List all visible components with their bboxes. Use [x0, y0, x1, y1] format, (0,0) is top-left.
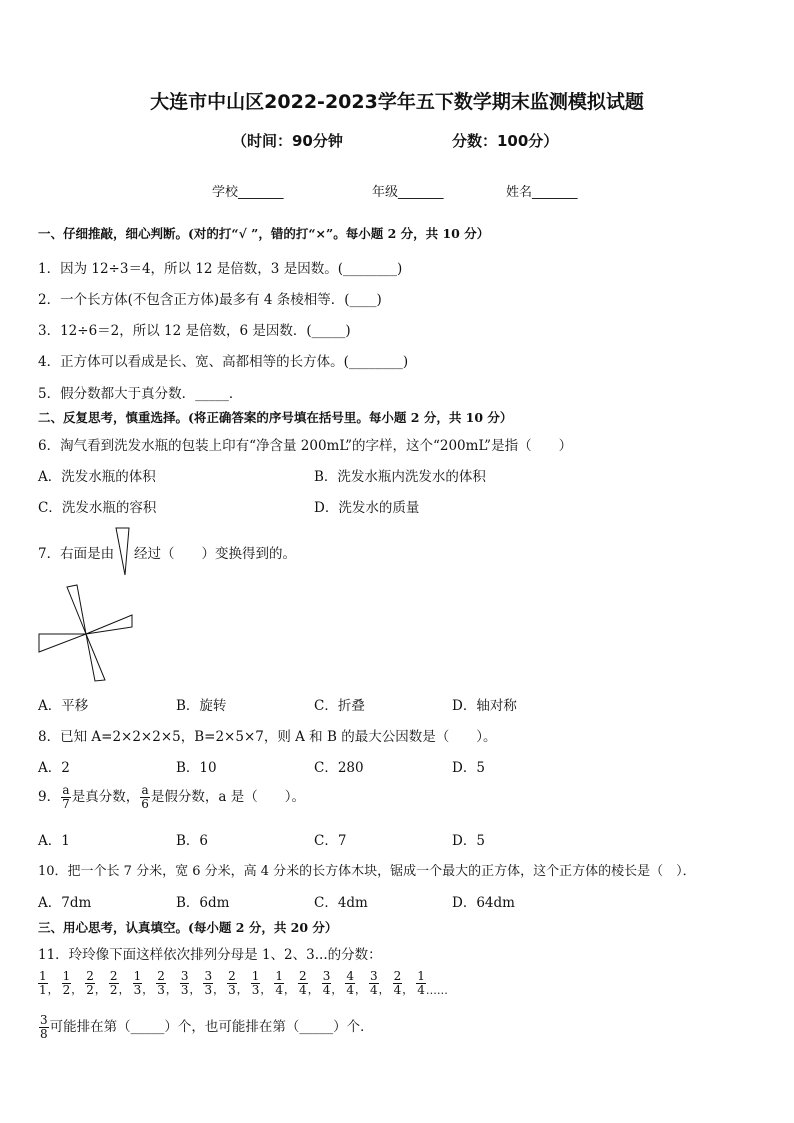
- exam-score: 分数：100分）: [452, 132, 559, 150]
- question-3: 3．12÷6＝2，所以 12 是倍数，6 是因数．(_____): [38, 323, 351, 339]
- sequence-comma: ，: [236, 983, 248, 996]
- q10-option-b[interactable]: B．6dm: [176, 895, 230, 911]
- pinwheel-figure: [36, 584, 136, 682]
- sequence-fraction: $\frac{1}{3}$: [251, 969, 260, 997]
- sequence-comma: ，: [307, 983, 319, 996]
- q9-option-a[interactable]: A．1: [38, 833, 70, 849]
- question-4: 4．正方体可以看成是长、宽、高都相等的长方体。(________): [38, 354, 409, 370]
- sequence-comma: ，: [402, 983, 414, 996]
- q11-tail: 可能排在第（_____）个，也可能排在第（_____）个．: [49, 1019, 374, 1035]
- page-title: 大连市中山区2022-2023学年五下数学期末监测模拟试题: [150, 91, 644, 113]
- question-7-suffix: 经过（ ）变换得到的。: [134, 546, 296, 562]
- sequence-ellipsis: ……: [425, 984, 448, 997]
- sequence-comma: ，: [142, 983, 154, 996]
- sequence-comma: ，: [47, 983, 59, 996]
- question-8: 8．已知 A=2×2×2×5，B=2×5×7，则 A 和 B 的最大公因数是（ ）。: [38, 729, 497, 745]
- q9-option-d[interactable]: D．5: [452, 833, 485, 849]
- sequence-comma: ，: [378, 983, 390, 996]
- sequence-fraction: $\frac{1}{4}$: [417, 969, 425, 997]
- grade-field[interactable]: 年级_______: [372, 185, 444, 200]
- q9-fraction-1: $\frac{a}{7}$: [62, 783, 70, 811]
- section-3-heading: 三、用心思考，认真填空。(每小题 2 分，共 20 分）: [38, 920, 338, 935]
- q8-option-c[interactable]: C．280: [314, 760, 364, 776]
- sequence-comma: ，: [354, 983, 366, 996]
- q7-option-c[interactable]: C．折叠: [314, 698, 365, 714]
- q6-option-b[interactable]: B．洗发水瓶内洗发水的体积: [314, 469, 486, 485]
- sequence-comma: ，: [284, 983, 296, 996]
- school-field[interactable]: 学校_______: [212, 185, 284, 200]
- name-field[interactable]: 姓名_______: [506, 185, 578, 200]
- sequence-fraction: $\frac{3}{4}$: [322, 969, 331, 997]
- question-5: 5．假分数都大于真分数．_____．: [38, 386, 243, 402]
- question-2: 2．一个长方体(不包含正方体)最多有 4 条棱相等．(____): [38, 292, 382, 308]
- sequence-comma: ，: [71, 983, 83, 996]
- triangle-figure: [115, 527, 131, 577]
- sequence-fraction: $\frac{3}{3}$: [204, 969, 213, 997]
- sequence-fraction: $\frac{2}{2}$: [86, 969, 94, 997]
- sequence-fraction: $\frac{2}{2}$: [109, 969, 118, 997]
- q9-tail: 是假分数，a 是（ ）。: [150, 789, 305, 805]
- question-10: 10．把一个长 7 分米，宽 6 分米，高 4 分米的长方体木块，锯成一个最大的正方体，这个正方体的棱长是（ ）．: [38, 864, 696, 879]
- question-6: 6．淘气看到洗发水瓶的包装上印有“净含量 200mL”的字样，这个“200mL”是指（ ）: [38, 438, 573, 454]
- q9-option-b[interactable]: B．6: [176, 833, 209, 849]
- fraction-sequence: [38, 970, 451, 997]
- sequence-fraction: $\frac{4}{4}$: [346, 969, 354, 997]
- sequence-comma: ，: [165, 983, 177, 996]
- question-9: [38, 784, 305, 811]
- q6-option-d[interactable]: D．洗发水的质量: [314, 500, 420, 516]
- section-1-heading: 一、仔细推敲，细心判断。(对的打“√ ”，错的打“×”。每小题 2 分，共 10 分）: [38, 226, 490, 241]
- exam-time: （时间：90分钟: [232, 132, 343, 150]
- q8-option-d[interactable]: D．5: [452, 760, 485, 776]
- sequence-fraction: $\frac{2}{3}$: [228, 969, 236, 997]
- q9-number: 9．: [38, 789, 61, 805]
- sequence-comma: ，: [118, 983, 130, 996]
- q8-option-a[interactable]: A．2: [38, 760, 70, 776]
- question-7-prefix: 7．右面是由: [38, 546, 115, 562]
- sequence-fraction: $\frac{1}{2}$: [62, 969, 71, 997]
- sequence-fraction: $\frac{1}{1}$: [39, 969, 47, 997]
- q9-option-c[interactable]: C．7: [314, 833, 347, 849]
- q11-fraction: $\frac{3}{8}$: [40, 1013, 48, 1041]
- q6-option-a[interactable]: A．洗发水瓶的体积: [38, 469, 156, 485]
- question-11-blank: [38, 1014, 374, 1041]
- sequence-fraction: $\frac{3}{4}$: [369, 969, 378, 997]
- sequence-comma: ，: [189, 983, 201, 996]
- sequence-fraction: $\frac{2}{3}$: [157, 969, 165, 997]
- sequence-fraction: $\frac{1}{4}$: [275, 969, 284, 997]
- q10-option-c[interactable]: C．4dm: [314, 895, 368, 911]
- q7-option-d[interactable]: D．轴对称: [452, 698, 517, 714]
- sequence-comma: ，: [94, 983, 106, 996]
- q9-fraction-2: $\frac{a}{6}$: [141, 783, 149, 811]
- sequence-fraction: $\frac{1}{3}$: [133, 969, 142, 997]
- q8-option-b[interactable]: B．10: [176, 760, 217, 776]
- q9-mid: 是真分数，: [71, 789, 140, 805]
- sequence-fraction: $\frac{3}{3}$: [180, 969, 189, 997]
- sequence-fraction: $\frac{2}{4}$: [299, 969, 307, 997]
- sequence-comma: ，: [213, 983, 225, 996]
- sequence-comma: ，: [331, 983, 343, 996]
- q7-option-b[interactable]: B．旋转: [176, 698, 227, 714]
- q10-option-a[interactable]: A．7dm: [38, 895, 92, 911]
- q10-option-d[interactable]: D．64dm: [452, 895, 515, 911]
- sequence-fraction: $\frac{2}{4}$: [393, 969, 402, 997]
- question-1: 1．因为 12÷3＝4，所以 12 是倍数，3 是因数。(________): [38, 261, 403, 277]
- q6-option-c[interactable]: C．洗发水瓶的容积: [38, 500, 157, 516]
- q7-option-a[interactable]: A．平移: [38, 698, 89, 714]
- section-2-heading: 二、反复思考，慎重选择。(将正确答案的序号填在括号里。每小题 2 分，共 10 分）: [38, 410, 513, 425]
- sequence-comma: ，: [260, 983, 272, 996]
- question-11: 11．玲玲像下面这样依次排列分母是 1、2、3...的分数：: [38, 947, 382, 963]
